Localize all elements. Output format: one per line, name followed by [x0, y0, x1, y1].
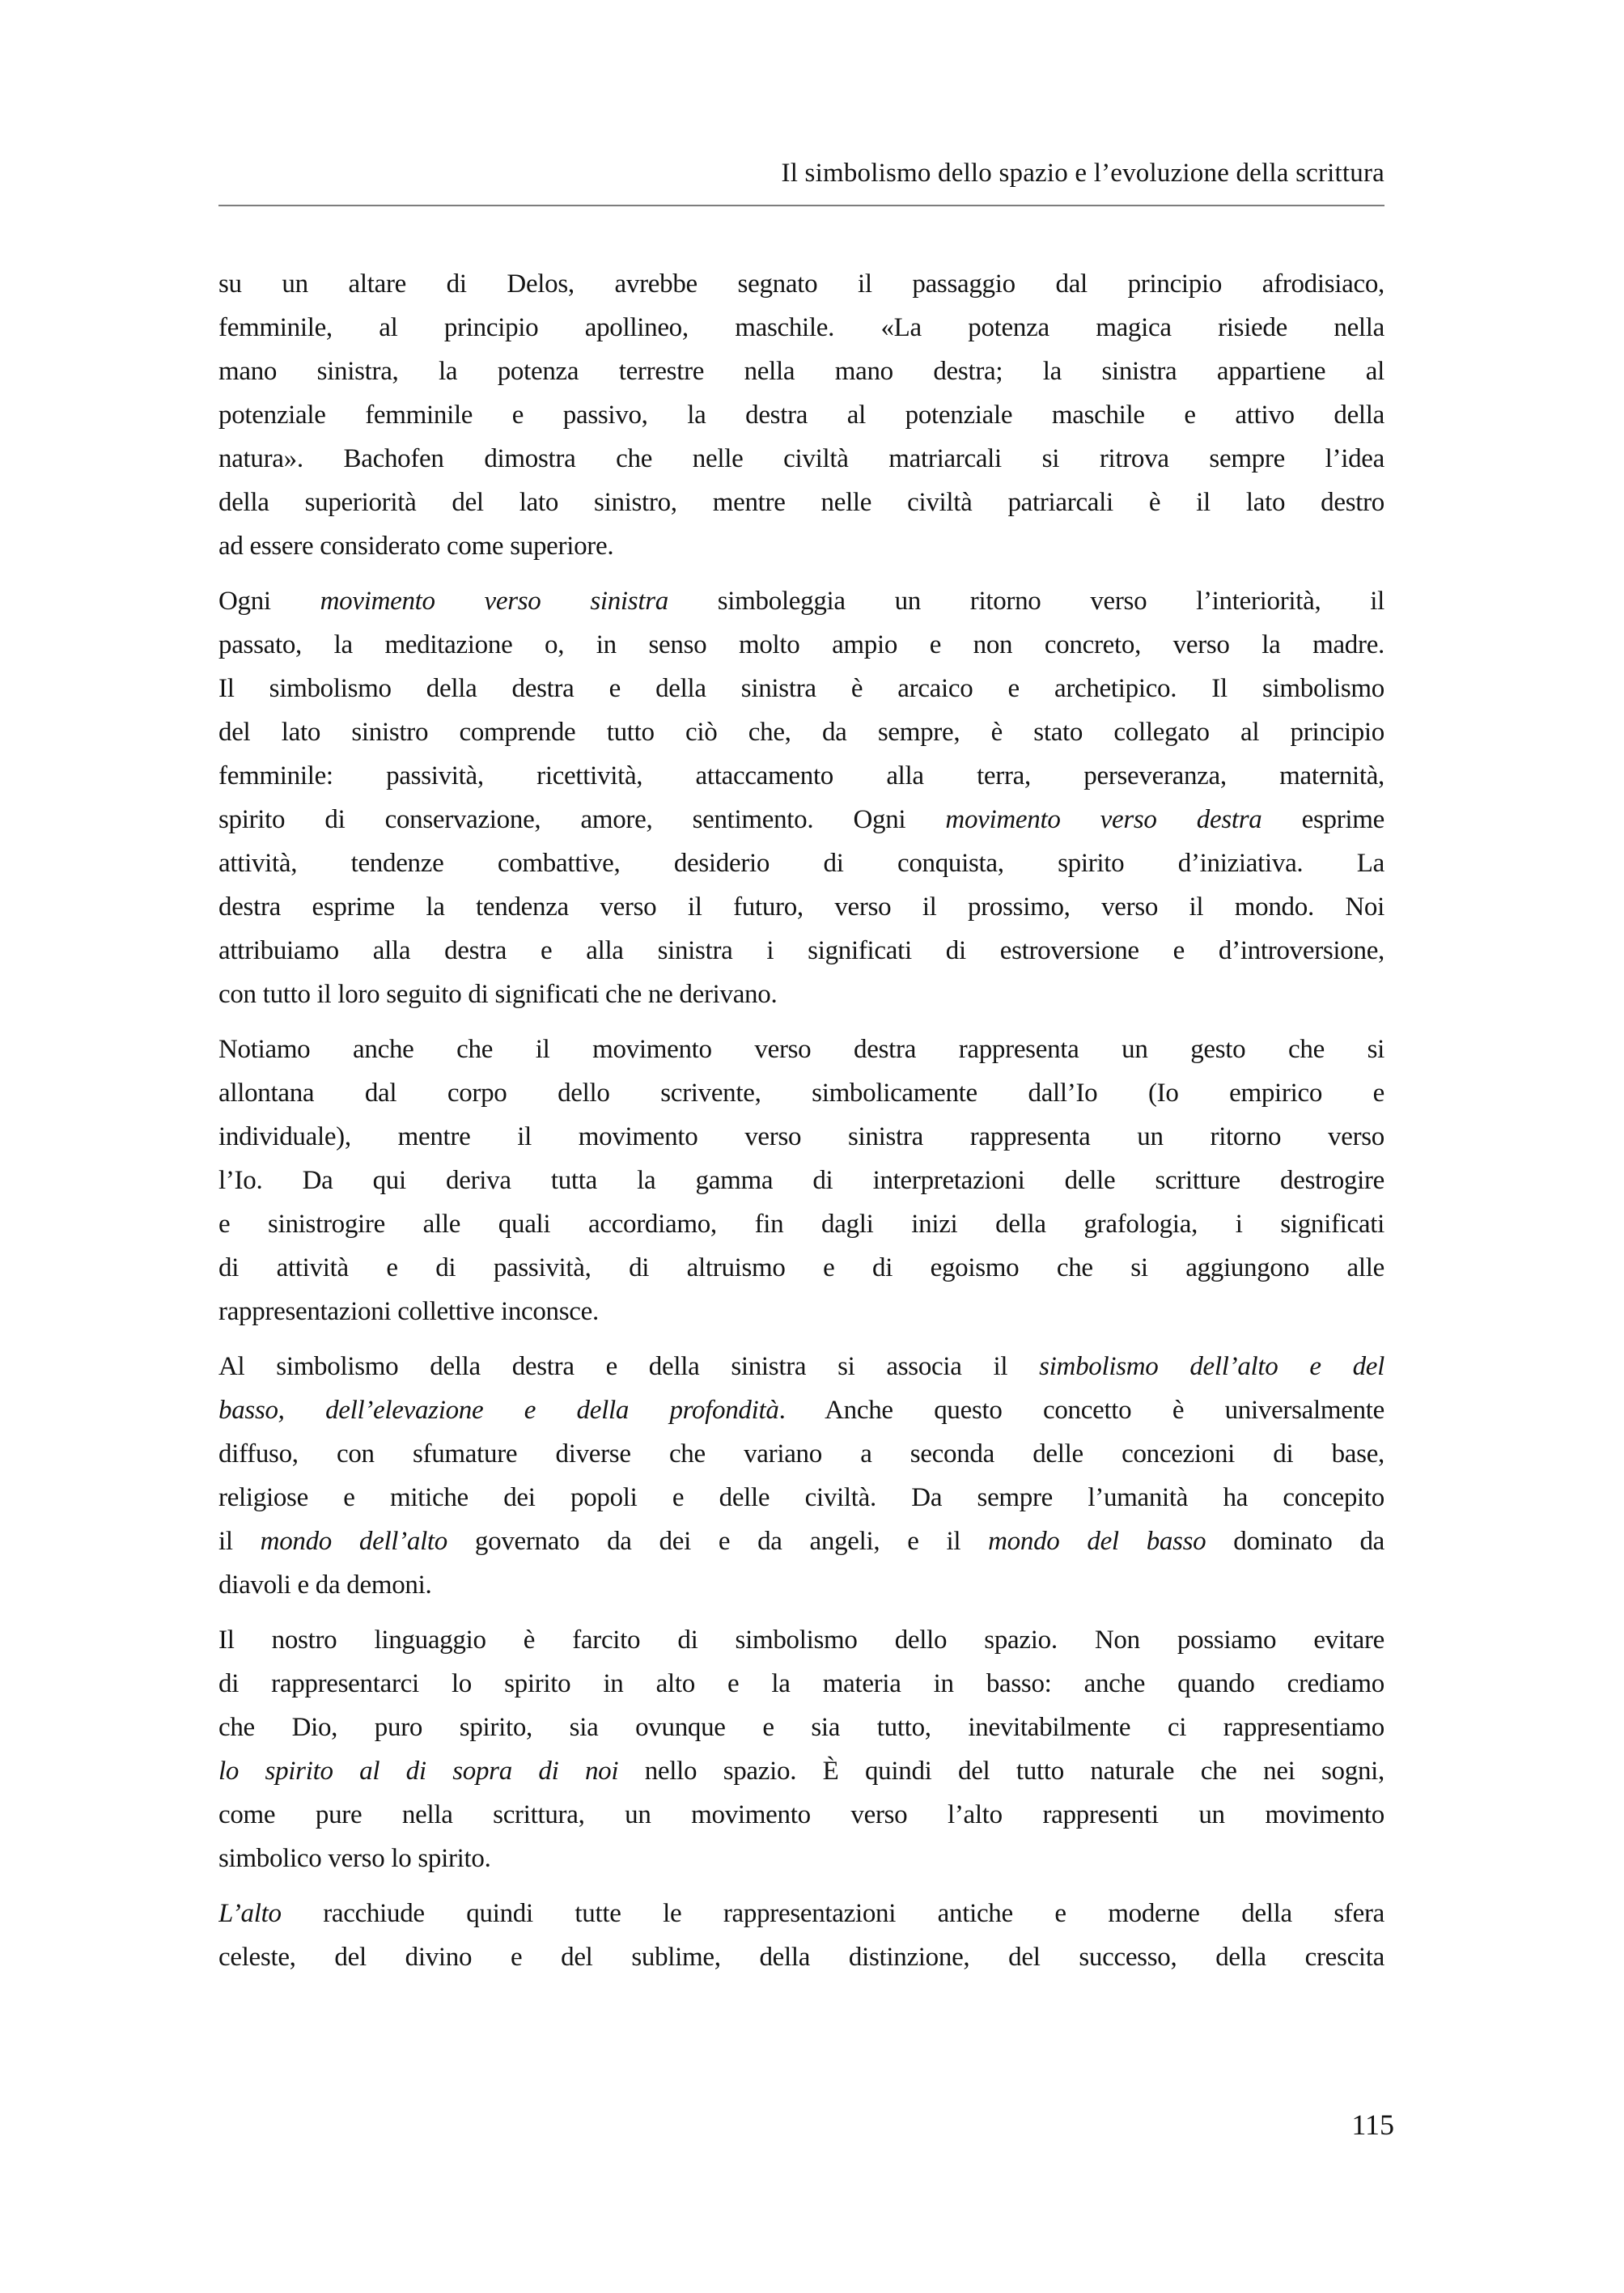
- text-line: [218, 1202, 1384, 1246]
- text-line: [218, 579, 1384, 623]
- text-segment: rappresentazioni collettive inconsce.: [218, 1297, 599, 1326]
- text-segment: nello spazio. È quindi del tutto naturale che nei sogni,: [618, 1757, 1384, 1786]
- paragraph: [218, 1892, 1384, 1979]
- text-line: [218, 1935, 1384, 1979]
- text-line: [218, 524, 1384, 568]
- text-segment: Al simbolismo della destra e della sinistra si associa il: [218, 1352, 1040, 1381]
- text-segment: diffuso, con sfumature diverse che variano a seconda delle concezioni di base,: [218, 1439, 1384, 1469]
- running-head-title: Il simbolismo dello spazio e l’evoluzione della scrittura: [781, 159, 1384, 188]
- text-line: [218, 1290, 1384, 1333]
- text-line: [218, 841, 1384, 885]
- text-line: [218, 623, 1384, 667]
- text-line: [218, 929, 1384, 973]
- paragraph: [218, 262, 1384, 568]
- text-segment: individuale), mentre il movimento verso sinistra rappresenta un ritorno verso: [218, 1122, 1384, 1151]
- text-segment: del lato sinistro comprende tutto ciò che, da sempre, è stato collegato al principio: [218, 718, 1384, 747]
- text-line: [218, 1071, 1384, 1115]
- text-segment: con tutto il loro seguito di significati che ne derivano.: [218, 980, 778, 1009]
- text-line: [218, 710, 1384, 754]
- text-line: [218, 393, 1384, 437]
- text-line: [218, 306, 1384, 350]
- text-segment: di attività e di passività, di altruismo e di egoismo che si aggiungono alle: [218, 1253, 1384, 1282]
- text-segment: simboleggia un ritorno verso l’interiorità, il: [668, 587, 1384, 616]
- text-line: [218, 885, 1384, 929]
- paragraph: [218, 1028, 1384, 1333]
- text-segment: femminile: passività, ricettività, attaccamento alla terra, perseveranza, maternità,: [218, 761, 1384, 790]
- text-line: [218, 1519, 1384, 1563]
- text-segment: come pure nella scrittura, un movimento verso l’alto rappresenti un movimento: [218, 1800, 1384, 1829]
- text-line: [218, 1618, 1384, 1662]
- text-line: [218, 1892, 1384, 1935]
- text-line: [218, 754, 1384, 798]
- text-line: [218, 1432, 1384, 1476]
- body-text: [218, 262, 1384, 1979]
- italic-text-segment: mondo del basso: [988, 1527, 1206, 1556]
- text-segment: l’Io. Da qui deriva tutta la gamma di interpretazioni delle scritture destrogire: [218, 1166, 1384, 1195]
- italic-text-segment: lo spirito al di sopra di noi: [218, 1757, 619, 1786]
- text-line: [218, 1476, 1384, 1519]
- text-segment: natura». Bachofen dimostra che nelle civiltà matriarcali si ritrova sempre l’idea: [218, 444, 1384, 473]
- text-segment: potenziale femminile e passivo, la destra al potenziale maschile e attivo della: [218, 401, 1384, 430]
- text-line: [218, 1563, 1384, 1607]
- text-line: [218, 437, 1384, 481]
- text-segment: attribuiamo alla destra e alla sinistra i significati di estroversione e d’introversione,: [218, 936, 1384, 965]
- text-segment: della superiorità del lato sinistro, mentre nelle civiltà patriarcali è il lato destro: [218, 488, 1384, 517]
- text-line: [218, 1028, 1384, 1071]
- text-line: [218, 1793, 1384, 1837]
- text-line: [218, 350, 1384, 393]
- text-segment: su un altare di Delos, avrebbe segnato il passaggio dal principio afrodisiaco,: [218, 269, 1384, 299]
- text-line: [218, 798, 1384, 841]
- text-segment: racchiude quindi tutte le rappresentazioni antiche e moderne della sfera: [281, 1899, 1384, 1928]
- page-number: 115: [1351, 2109, 1394, 2141]
- text-segment: che Dio, puro spirito, sia ovunque e sia tutto, inevitabilmente ci rappresentiamo: [218, 1713, 1384, 1742]
- header-rule: [218, 205, 1384, 206]
- text-line: [218, 1388, 1384, 1432]
- text-segment: e sinistrogire alle quali accordiamo, fin dagli inizi della grafologia, i significati: [218, 1210, 1384, 1239]
- text-line: [218, 1345, 1384, 1388]
- text-line: [218, 973, 1384, 1016]
- text-segment: femminile, al principio apollineo, maschile. «La potenza magica risiede nella: [218, 313, 1384, 342]
- paragraph: [218, 1345, 1384, 1607]
- text-segment: diavoli e da demoni.: [218, 1570, 432, 1600]
- text-segment: religiose e mitiche dei popoli e delle civiltà. Da sempre l’umanità ha concepito: [218, 1483, 1384, 1512]
- text-segment: destra esprime la tendenza verso il futuro, verso il prossimo, verso il mondo. Noi: [218, 892, 1384, 922]
- text-segment: Il simbolismo della destra e della sinistra è arcaico e archetipico. Il simbolismo: [218, 674, 1384, 703]
- text-segment: di rappresentarci lo spirito in alto e la materia in basso: anche quando crediamo: [218, 1669, 1384, 1698]
- text-segment: simbolico verso lo spirito.: [218, 1844, 491, 1873]
- paragraph: [218, 1618, 1384, 1880]
- paragraph: [218, 579, 1384, 1016]
- text-segment: Il nostro linguaggio è farcito di simbolismo dello spazio. Non possiamo evitare: [218, 1625, 1384, 1655]
- text-line: [218, 1662, 1384, 1706]
- text-segment: ad essere considerato come superiore.: [218, 532, 614, 561]
- text-line: [218, 481, 1384, 524]
- text-line: [218, 1246, 1384, 1290]
- text-segment: mano sinistra, la potenza terrestre nella mano destra; la sinistra appartiene al: [218, 357, 1384, 386]
- italic-text-segment: simbolismo dell’alto e del: [1039, 1352, 1384, 1381]
- italic-text-segment: movimento verso destra: [945, 805, 1262, 834]
- text-segment: passato, la meditazione o, in senso molto ampio e non concreto, verso la madre.: [218, 630, 1384, 659]
- text-line: [218, 1749, 1384, 1793]
- text-line: [218, 667, 1384, 710]
- text-segment: governato da dei e da angeli, e il: [447, 1527, 989, 1556]
- text-line: [218, 262, 1384, 306]
- text-segment: Ogni: [218, 587, 320, 616]
- text-segment: il: [218, 1527, 261, 1556]
- text-segment: allontana dal corpo dello scrivente, simbolicamente dall’Io (Io empirico e: [218, 1079, 1384, 1108]
- italic-text-segment: mondo dell’alto: [260, 1527, 448, 1556]
- text-segment: attività, tendenze combattive, desiderio di conquista, spirito d’iniziativa. La: [218, 849, 1384, 878]
- text-segment: dominato da: [1206, 1527, 1384, 1556]
- text-segment: . Anche questo concetto è universalmente: [778, 1396, 1384, 1425]
- text-line: [218, 1837, 1384, 1880]
- text-line: [218, 1159, 1384, 1202]
- text-segment: spirito di conservazione, amore, sentimento. Ogni: [218, 805, 946, 834]
- italic-text-segment: L’alto: [218, 1899, 282, 1928]
- italic-text-segment: movimento verso sinistra: [320, 587, 668, 616]
- text-line: [218, 1115, 1384, 1159]
- italic-text-segment: basso, dell’elevazione e della profondità: [218, 1396, 779, 1425]
- text-segment: esprime: [1261, 805, 1384, 834]
- text-line: [218, 1706, 1384, 1749]
- text-segment: celeste, del divino e del sublime, della distinzione, del successo, della crescita: [218, 1943, 1384, 1972]
- text-segment: Notiamo anche che il movimento verso destra rappresenta un gesto che si: [218, 1035, 1384, 1064]
